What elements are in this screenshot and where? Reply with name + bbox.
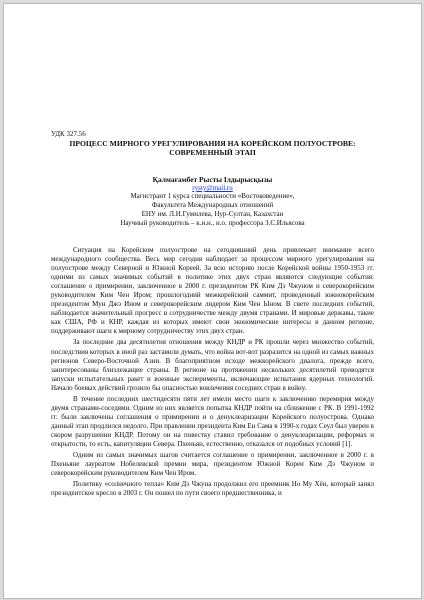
title-line-2: СОВРЕМЕННЫЙ ЭТАП (169, 148, 256, 157)
author-affiliation-2: Факультета Международных отношений (151, 201, 274, 209)
author-name: Қалмағамбет Рысты Ілдырысқызы (152, 175, 273, 184)
author-email-link[interactable]: rysty@mail.ru (192, 184, 233, 192)
paragraph-5: Политику «солнечного тепла» Ким Дэ Чжуна продолжил его преемник Но Му Хён, который занял президентское кресло в 2003 г. Он пошел по пути своего предшественника, и (51, 480, 374, 498)
document-content (51, 130, 374, 500)
document-page (3, 3, 422, 599)
scientific-advisor: Научный руководитель – к.и.н., и.о. профессора З.С.Ильясова (120, 219, 305, 227)
article-title (51, 139, 374, 157)
paragraph-2: За последние два десятилетия отношения между КНДР и РК прошли через множество событий, последствия которых в иной раз заставили думать, что война вот-вот разразится на одной из самых важных регионов Северо-Восточной Азии. В благоприятном исходе межкорейского диалога, прежде всего, заинтересованы близлежащие страны. В регионе на протяжении нескольких десятилетий проводятся запуски испытательных ракет и военные эксперименты, включающие испытания ядерных технологий. Начало боевых действий грозило бы опасностью вовлечения соседних стран в войну. (51, 338, 374, 392)
udk-code: УДК 327.56 (51, 130, 86, 138)
paragraph-1: Ситуация на Корейском полуострове на сегодняшний день привлекает внимание всего международного сообщества. Весь мир сегодня наблюдает за процессом мирного урегулирования на полуострове между Северной и Южной Кореей. За всю историю после Корейской войны 1950-1953 гг. одними из самых значимых событий в политике этих двух стран являются следующие события: соглашение о примирении, заключенное в 2000 г. президентом РК Ким Дэ Чжуном и северокорейским руководителем Ким Чен Иром; прошлогодний межкорейский саммит, проведенный южнокорейским президентом Мун Джэ Ином и северокорейским лидером Ким Чен Ыном. В свете последних событий, наблюдается значительный прогресс в сотрудничестве между двумя странами. И мировые державы, такие как США, РФ и КНР, каждая из которых имеют свои экономические интересы в данном регионе, поддерживают шаги к мирному сотрудничеству этих двух стран. (51, 246, 374, 336)
paragraph-3: В течение последних шестидесяти пяти лет имели место шаги к заключению перемирия между двумя странами-соседями. Одним из них является попытка КНДР пойти на сближение с РК. В 1991-1992 гг. были заключены соглашения о примирении и о денуклеаризации Корейского полуострова. Однако данный этап продлился недолго. При правлении президента Ким Ен Сама в 1990-х годах Сеул был уверен в скором разрушении КНДР. Потому он на повестку ставил требование о денуклеаризации, реформах и открытости, то есть, капитуляции Севера. Пхеньян, естественно, отказался от подобных условий [1]. (51, 394, 374, 448)
title-line-1: ПРОЦЕСС МИРНОГО УРЕГУЛИРОВАНИЯ НА КОРЕЙСКОМ ПОЛУОСТРОВЕ: (69, 139, 356, 148)
author-affiliation-1: Магистрант 1 курса специальности «Востоковедение», (130, 192, 295, 200)
author-affiliation-3: ЕНУ им. Л.Н.Гумилева, Нур-Султан, Казахстан (141, 210, 284, 218)
paragraph-4: Одним из самых значимых шагов считается соглашение о примирении, заключенное в 2000 г. в Пхеньяне лауреатом Нобелевской премии мира, президентом Южной Кореи Ким Дэ Чжуном и северокорейским руководителем Ким Чен Иром. (51, 451, 374, 478)
